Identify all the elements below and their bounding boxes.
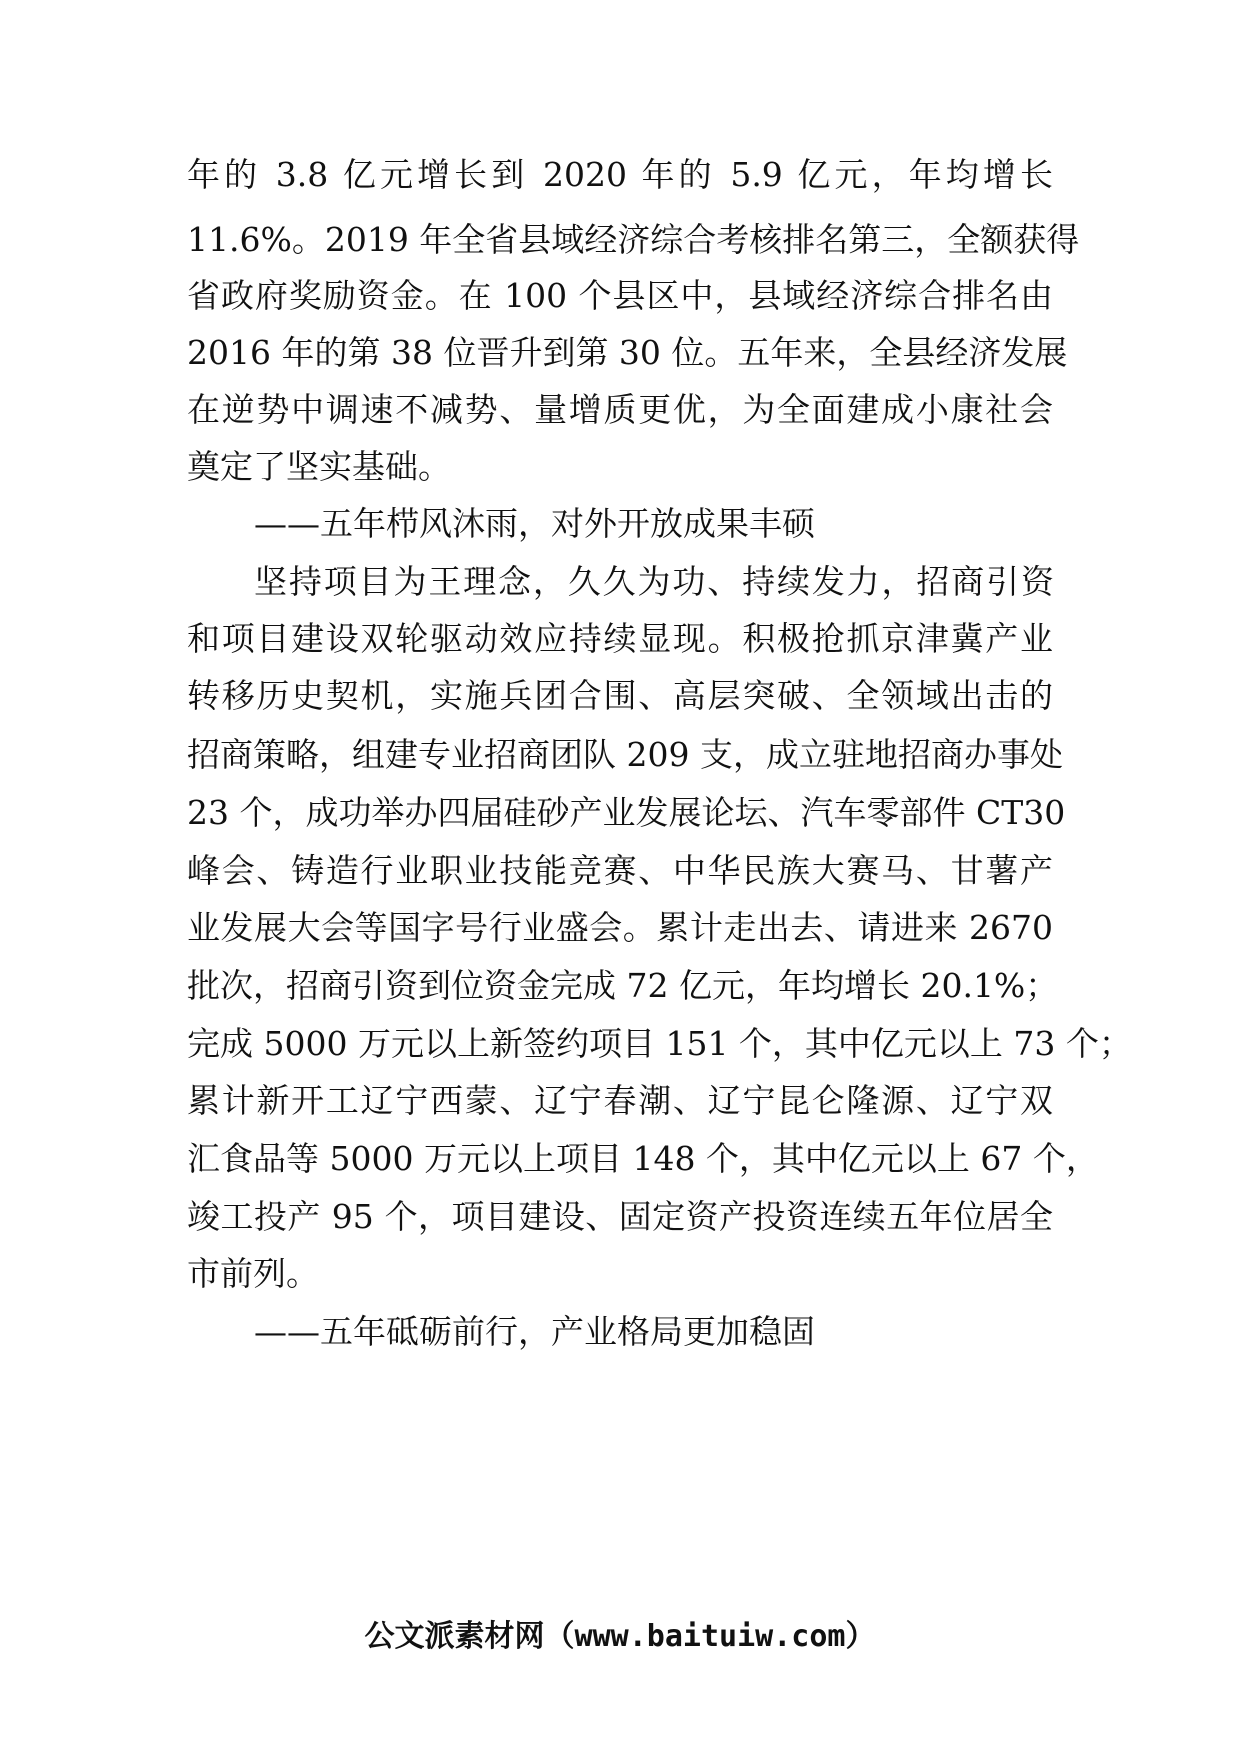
body-text-line: 竣工投产 95 个，项目建设、固定资产投资连续五年位居全 — [187, 1197, 1053, 1236]
body-text-line: 在逆势中调速不减势、量增质更优，为全面建成小康社会 — [187, 390, 1053, 429]
body-text-line: 坚持项目为王理念，久久为功、持续发力，招商引资 — [254, 562, 1054, 601]
body-text-line: 招商策略，组建专业招商团队 209 支，成立驻地招商办事处 — [187, 735, 1063, 774]
body-text-line: 奠定了坚实基础。 — [187, 447, 451, 486]
body-text-line: 批次，招商引资到位资金完成 72 亿元，年均增长 20.1%； — [187, 966, 1059, 1005]
body-text-line: 转移历史契机，实施兵团合围、高层突破、全领域出击的 — [187, 676, 1053, 715]
body-text-line: 累计新开工辽宁西蒙、辽宁春潮、辽宁昆仑隆源、辽宁双 — [187, 1081, 1053, 1120]
body-text-line: 23 个，成功举办四届硅砂产业发展论坛、汽车零部件 CT30 — [187, 793, 1066, 832]
section-heading: ——五年砥砺前行，产业格局更加稳固 — [254, 1312, 815, 1351]
section-heading: ——五年栉风沐雨，对外开放成果丰硕 — [254, 504, 815, 543]
body-text-line: 市前列。 — [187, 1254, 319, 1293]
body-text-line: 峰会、铸造行业职业技能竞赛、中华民族大赛马、甘薯产 — [187, 851, 1053, 890]
body-text-line: 11.6%。2019 年全省县域经济综合考核排名第三，全额获得 — [187, 220, 1080, 259]
body-text-line: 和项目建设双轮驱动效应持续显现。积极抢抓京津冀产业 — [187, 619, 1053, 658]
footer-watermark: 公文派素材网（www.baituiw.com） — [364, 1619, 876, 1654]
body-text-line: 省政府奖励资金。在 100 个县区中，县域经济综合排名由 — [187, 276, 1053, 315]
body-text-line: 汇食品等 5000 万元以上项目 148 个，其中亿元以上 67 个， — [187, 1139, 1099, 1178]
body-text-line: 业发展大会等国字号行业盛会。累计走出去、请进来 2670 — [187, 908, 1053, 947]
body-text-line: 年的 3.8 亿元增长到 2020 年的 5.9 亿元，年均增长 — [187, 155, 1053, 194]
body-text-line: 完成 5000 万元以上新签约项目 151 个，其中亿元以上 73 个； — [187, 1024, 1132, 1063]
body-text-line: 2016 年的第 38 位晋升到第 30 位。五年来，全县经济发展 — [187, 333, 1068, 372]
